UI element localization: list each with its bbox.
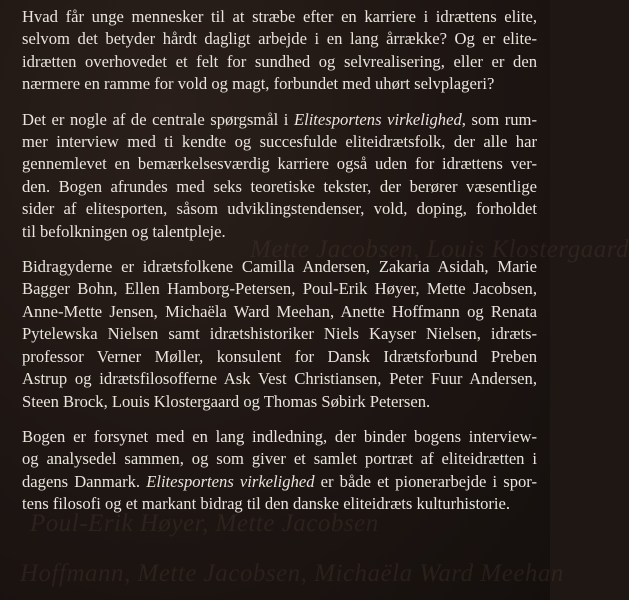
text-line [22, 153, 537, 175]
book-title: Elitesportens virkelighed [293, 109, 462, 129]
text-segment: Hvad får unge mennesker til at stræbe efter en karriere i idrættens elite, [22, 7, 537, 26]
text-line [22, 221, 537, 243]
text-line [22, 198, 537, 220]
text-segment: Anne-Mette Jensen, Michaëla Ward Meehan, Anette Hoffmann og Renata [22, 301, 537, 321]
text-segment: Bidragyderne er idrætsfolkene Camilla Andersen, Zakaria Asidah, Marie [22, 257, 537, 277]
text-line [22, 346, 537, 368]
text-segment: mer interview med ti kendte og succesfulde eliteidrætsfolk, der alle har [22, 132, 537, 152]
text-line [22, 391, 537, 413]
text-line [22, 323, 537, 345]
text-line [22, 448, 537, 470]
text-line [22, 109, 537, 131]
text-line [22, 368, 537, 390]
text-segment: den. Bogen afrundes med seks teoretiske tekster, der berører væsentlige [22, 176, 537, 196]
paragraph [22, 426, 537, 516]
text-segment: sider af elitesporten, såsom udviklingstendenser, vold, doping, forholdet [22, 199, 537, 219]
text-segment: Pytelewska Nielsen samt idrætshistoriker Niels Kayser Nielsen, idræts- [22, 324, 537, 344]
text-segment: gennemlevet en bemærkelsesværdig karriere også uden for idrættens ver- [22, 154, 537, 174]
text-line [22, 6, 537, 28]
text-line [22, 51, 537, 73]
text-line [22, 471, 537, 493]
text-segment: Steen Brock, Louis Klostergaard og Thomas Søbirk Petersen. [22, 391, 431, 411]
text-segment: Bagger Bohn, Ellen Hamborg-Petersen, Poul-Erik Høyer, Mette Jacobsen, [22, 279, 537, 299]
text-segment: Det er nogle af de centrale spørgsmål i [22, 109, 294, 129]
text-line [22, 426, 537, 448]
paragraph [22, 256, 537, 413]
text-line [22, 28, 537, 50]
text-line [22, 176, 537, 198]
blurb-text [22, 6, 537, 529]
text-segment: professor Verner Møller, konsulent for Dansk Idrætsforbund Preben [22, 346, 537, 366]
paragraph [22, 6, 537, 96]
text-line [22, 131, 537, 153]
book-title: Elitesportens virkelighed [146, 471, 315, 491]
text-segment: Bogen er forsynet med en lang indledning, der binder bogens interview- [22, 426, 537, 446]
watermark-line: Poul-Erik Høyer, Mette Jacobsen [30, 510, 379, 537]
text-segment: og analysedel sammen, og som giver et samlet portræt af eliteidrætten i [22, 449, 537, 469]
text-segment: tens filosofi og et markant bidrag til den danske eliteidræts kulturhistorie. [22, 494, 511, 514]
text-segment: dagens Danmark. [22, 471, 147, 491]
watermark-line: Hoffmann, Mette Jacobsen, Michaëla Ward Meehan [20, 560, 564, 587]
paragraph [22, 109, 537, 243]
text-segment: , som rum- [461, 109, 537, 129]
text-segment: idrætten overhovedet et felt for sundhed og selvrealisering, eller er den [22, 51, 537, 71]
text-line [22, 493, 537, 515]
text-segment: nærmere en ramme for vold og magt, forbundet med uhørt selvplageri? [22, 74, 495, 94]
text-line [22, 278, 537, 300]
text-line [22, 256, 537, 278]
text-line [22, 301, 537, 323]
text-line [22, 73, 537, 95]
text-segment: selvom det betyder hårdt dagligt arbejde i en lang årrække? Og er elite- [22, 29, 537, 49]
watermark-line: Mette Jacobsen, Louis Klostergaard [250, 236, 629, 263]
text-segment: til befolkningen og talentpleje. [22, 221, 226, 241]
text-segment: Astrup og idrætsfilosofferne Ask Vest Christiansen, Peter Fuur Andersen, [22, 369, 537, 389]
text-segment: er både et pionerarbejde i spor- [314, 471, 538, 491]
